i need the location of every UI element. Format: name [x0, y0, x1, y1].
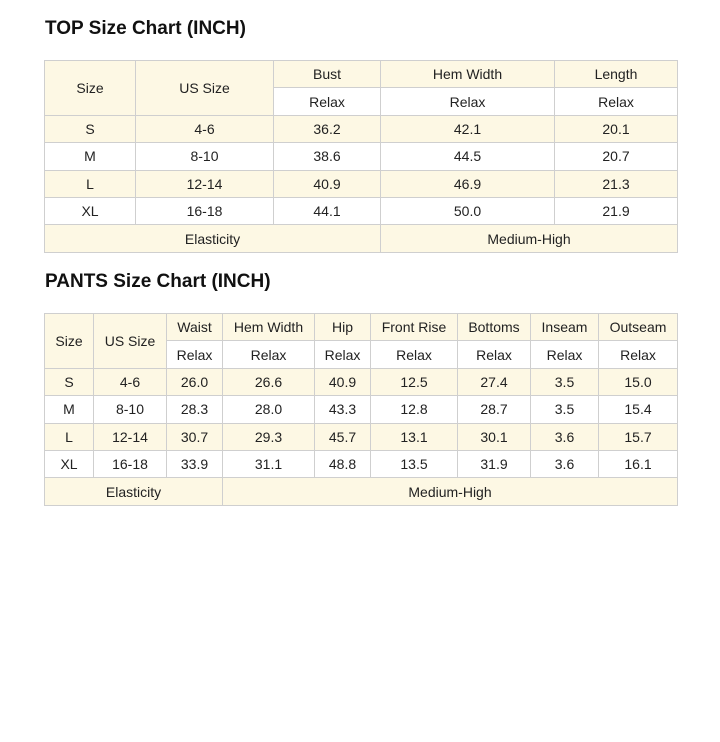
table-cell: 42.1	[381, 115, 555, 142]
elasticity-row	[45, 478, 678, 505]
elasticity-value: Medium-High	[223, 478, 678, 505]
table-cell: 44.5	[381, 143, 555, 170]
subheader-hem-width: Relax	[223, 341, 315, 368]
subheader-outseam: Relax	[599, 341, 678, 368]
table-header-row	[45, 314, 678, 341]
subheader-bust: Relax	[274, 88, 381, 115]
table-row	[45, 396, 678, 423]
table-cell: 12.8	[371, 396, 458, 423]
table-cell: 31.9	[458, 450, 531, 477]
table-cell: 26.6	[223, 368, 315, 395]
table-cell: 31.1	[223, 450, 315, 477]
header-bust: Bust	[274, 61, 381, 88]
top-size-chart-table	[44, 60, 678, 253]
table-cell: 15.0	[599, 368, 678, 395]
header-waist: Waist	[167, 314, 223, 341]
table-row	[45, 170, 678, 197]
header-bottoms: Bottoms	[458, 314, 531, 341]
table-cell: 30.7	[167, 423, 223, 450]
pants-size-chart-title: PANTS Size Chart (INCH)	[45, 271, 271, 292]
table-row	[45, 197, 678, 224]
table-cell: XL	[45, 197, 136, 224]
table-cell: M	[45, 396, 94, 423]
table-cell: 46.9	[381, 170, 555, 197]
table-row	[45, 368, 678, 395]
table-cell: 21.3	[555, 170, 678, 197]
table-cell: 4-6	[94, 368, 167, 395]
table-cell: S	[45, 368, 94, 395]
table-cell: 15.4	[599, 396, 678, 423]
subheader-front-rise: Relax	[371, 341, 458, 368]
table-cell: 43.3	[315, 396, 371, 423]
subheader-hem-width: Relax	[381, 88, 555, 115]
table-cell: 33.9	[167, 450, 223, 477]
elasticity-label: Elasticity	[45, 478, 223, 505]
table-cell: 3.5	[531, 396, 599, 423]
table-cell: 29.3	[223, 423, 315, 450]
table-cell: L	[45, 423, 94, 450]
table-cell: 40.9	[315, 368, 371, 395]
table-cell: 20.1	[555, 115, 678, 142]
elasticity-label: Elasticity	[45, 225, 381, 252]
table-cell: 28.7	[458, 396, 531, 423]
table-cell: 15.7	[599, 423, 678, 450]
table-cell: 3.6	[531, 423, 599, 450]
header-hem-width: Hem Width	[381, 61, 555, 88]
table-cell: XL	[45, 450, 94, 477]
table-cell: 3.6	[531, 450, 599, 477]
header-size: Size	[45, 61, 136, 116]
subheader-hip: Relax	[315, 341, 371, 368]
pants-size-chart-table	[44, 313, 678, 506]
table-cell: 8-10	[94, 396, 167, 423]
table-cell: 4-6	[136, 115, 274, 142]
header-outseam: Outseam	[599, 314, 678, 341]
table-cell: 16-18	[136, 197, 274, 224]
table-cell: 36.2	[274, 115, 381, 142]
table-cell: 26.0	[167, 368, 223, 395]
table-row	[45, 423, 678, 450]
table-cell: 16.1	[599, 450, 678, 477]
subheader-waist: Relax	[167, 341, 223, 368]
table-cell: M	[45, 143, 136, 170]
table-cell: 27.4	[458, 368, 531, 395]
header-hip: Hip	[315, 314, 371, 341]
table-cell: 3.5	[531, 368, 599, 395]
table-cell: 12.5	[371, 368, 458, 395]
table-cell: 13.1	[371, 423, 458, 450]
table-cell: 45.7	[315, 423, 371, 450]
table-row	[45, 115, 678, 142]
elasticity-row	[45, 225, 678, 252]
table-cell: 50.0	[381, 197, 555, 224]
table-cell: 44.1	[274, 197, 381, 224]
table-cell: 30.1	[458, 423, 531, 450]
table-cell: 38.6	[274, 143, 381, 170]
table-row	[45, 450, 678, 477]
header-front-rise: Front Rise	[371, 314, 458, 341]
table-cell: 16-18	[94, 450, 167, 477]
table-cell: 28.0	[223, 396, 315, 423]
table-cell: 8-10	[136, 143, 274, 170]
subheader-bottoms: Relax	[458, 341, 531, 368]
subheader-length: Relax	[555, 88, 678, 115]
table-cell: 28.3	[167, 396, 223, 423]
table-cell: 20.7	[555, 143, 678, 170]
table-header-row	[45, 61, 678, 88]
table-cell: 21.9	[555, 197, 678, 224]
header-hem-width: Hem Width	[223, 314, 315, 341]
header-size: Size	[45, 314, 94, 369]
table-row	[45, 143, 678, 170]
table-cell: 13.5	[371, 450, 458, 477]
top-size-chart-title: TOP Size Chart (INCH)	[45, 18, 246, 39]
table-cell: 12-14	[94, 423, 167, 450]
subheader-inseam: Relax	[531, 341, 599, 368]
header-us-size: US Size	[94, 314, 167, 369]
table-cell: 12-14	[136, 170, 274, 197]
header-us-size: US Size	[136, 61, 274, 116]
elasticity-value: Medium-High	[381, 225, 678, 252]
table-cell: 48.8	[315, 450, 371, 477]
header-inseam: Inseam	[531, 314, 599, 341]
header-length: Length	[555, 61, 678, 88]
table-cell: 40.9	[274, 170, 381, 197]
table-cell: S	[45, 115, 136, 142]
table-cell: L	[45, 170, 136, 197]
